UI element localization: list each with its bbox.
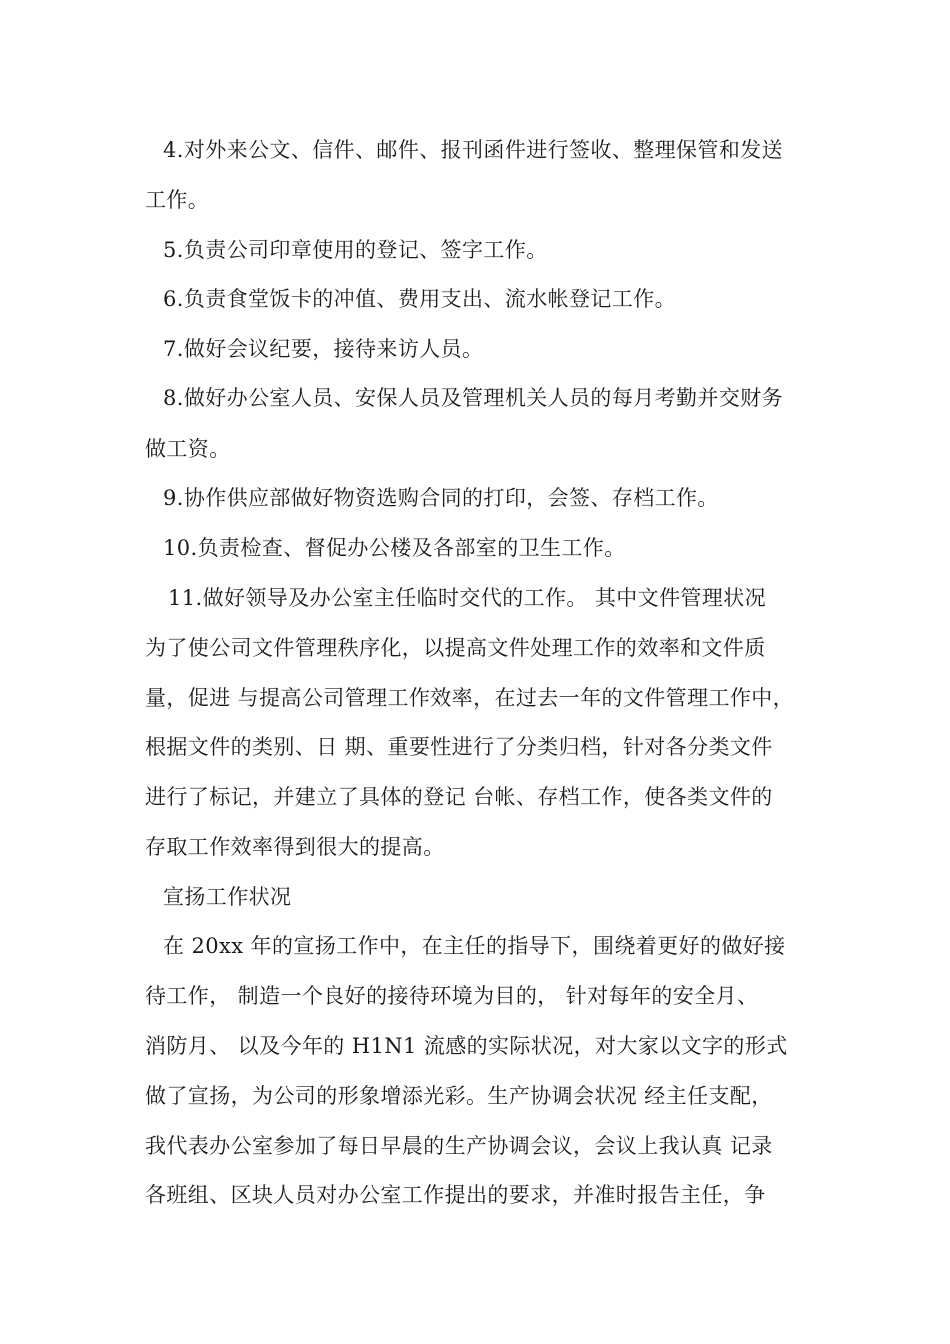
section-heading: 宣扬工作状况 [163, 885, 292, 909]
text-line: 11.做好领导及办公室主任临时交代的工作。 其中文件管理状况 [168, 586, 767, 610]
text-line: 在 20xx 年的宣扬工作中，在主任的指导下，围绕着更好的做好接 [163, 934, 786, 958]
text-line: 4.对外来公文、信件、邮件、报刊函件进行签收、整理保管和发送 [163, 138, 784, 162]
text-line: 做了宣扬，为公司的形象增添光彩。生产协调会状况 经主任支配， [145, 1084, 773, 1108]
text-line: 5.负责公司印章使用的登记、签字工作。 [163, 238, 548, 262]
text-line: 6.负责食堂饭卡的冲值、费用支出、流水帐登记工作。 [163, 287, 677, 311]
text-line: 做工资。 [145, 437, 231, 461]
text-line: 消防月、 以及今年的 H1N1 流感的实际状况，对大家以文字的形式 [145, 1034, 788, 1058]
text-line: 根据文件的类别、日 期、重要性进行了分类归档，针对各分类文件 [145, 735, 773, 759]
text-line: 8.做好办公室人员、安保人员及管理机关人员的每月考勤并交财务 [163, 386, 784, 410]
text-line: 量，促进 与提高公司管理工作效率，在过去一年的文件管理工作中， [145, 686, 795, 710]
text-line: 存取工作效率得到很大的提高。 [145, 835, 445, 859]
text-line: 各班组、区块人员对办公室工作提出的要求，并准时报告主任，争 [145, 1183, 766, 1207]
text-line: 待工作， 制造一个良好的接待环境为目的， 针对每年的安全月、 [145, 984, 759, 1008]
text-line: 进行了标记，并建立了具体的登记 台帐、存档工作，使各类文件的 [145, 785, 773, 809]
text-line: 工作。 [145, 188, 210, 212]
text-line: 为了使公司文件管理秩序化，以提高文件处理工作的效率和文件质 [145, 636, 766, 660]
text-line: 9.协作供应部做好物资选购合同的打印，会签、存档工作。 [163, 486, 719, 510]
text-line: 我代表办公室参加了每日早晨的生产协调会议，会议上我认真 记录 [145, 1134, 773, 1158]
text-line: 10.负责检查、督促办公楼及各部室的卫生工作。 [163, 536, 626, 560]
text-line: 7.做好会议纪要，接待来访人员。 [163, 337, 484, 361]
